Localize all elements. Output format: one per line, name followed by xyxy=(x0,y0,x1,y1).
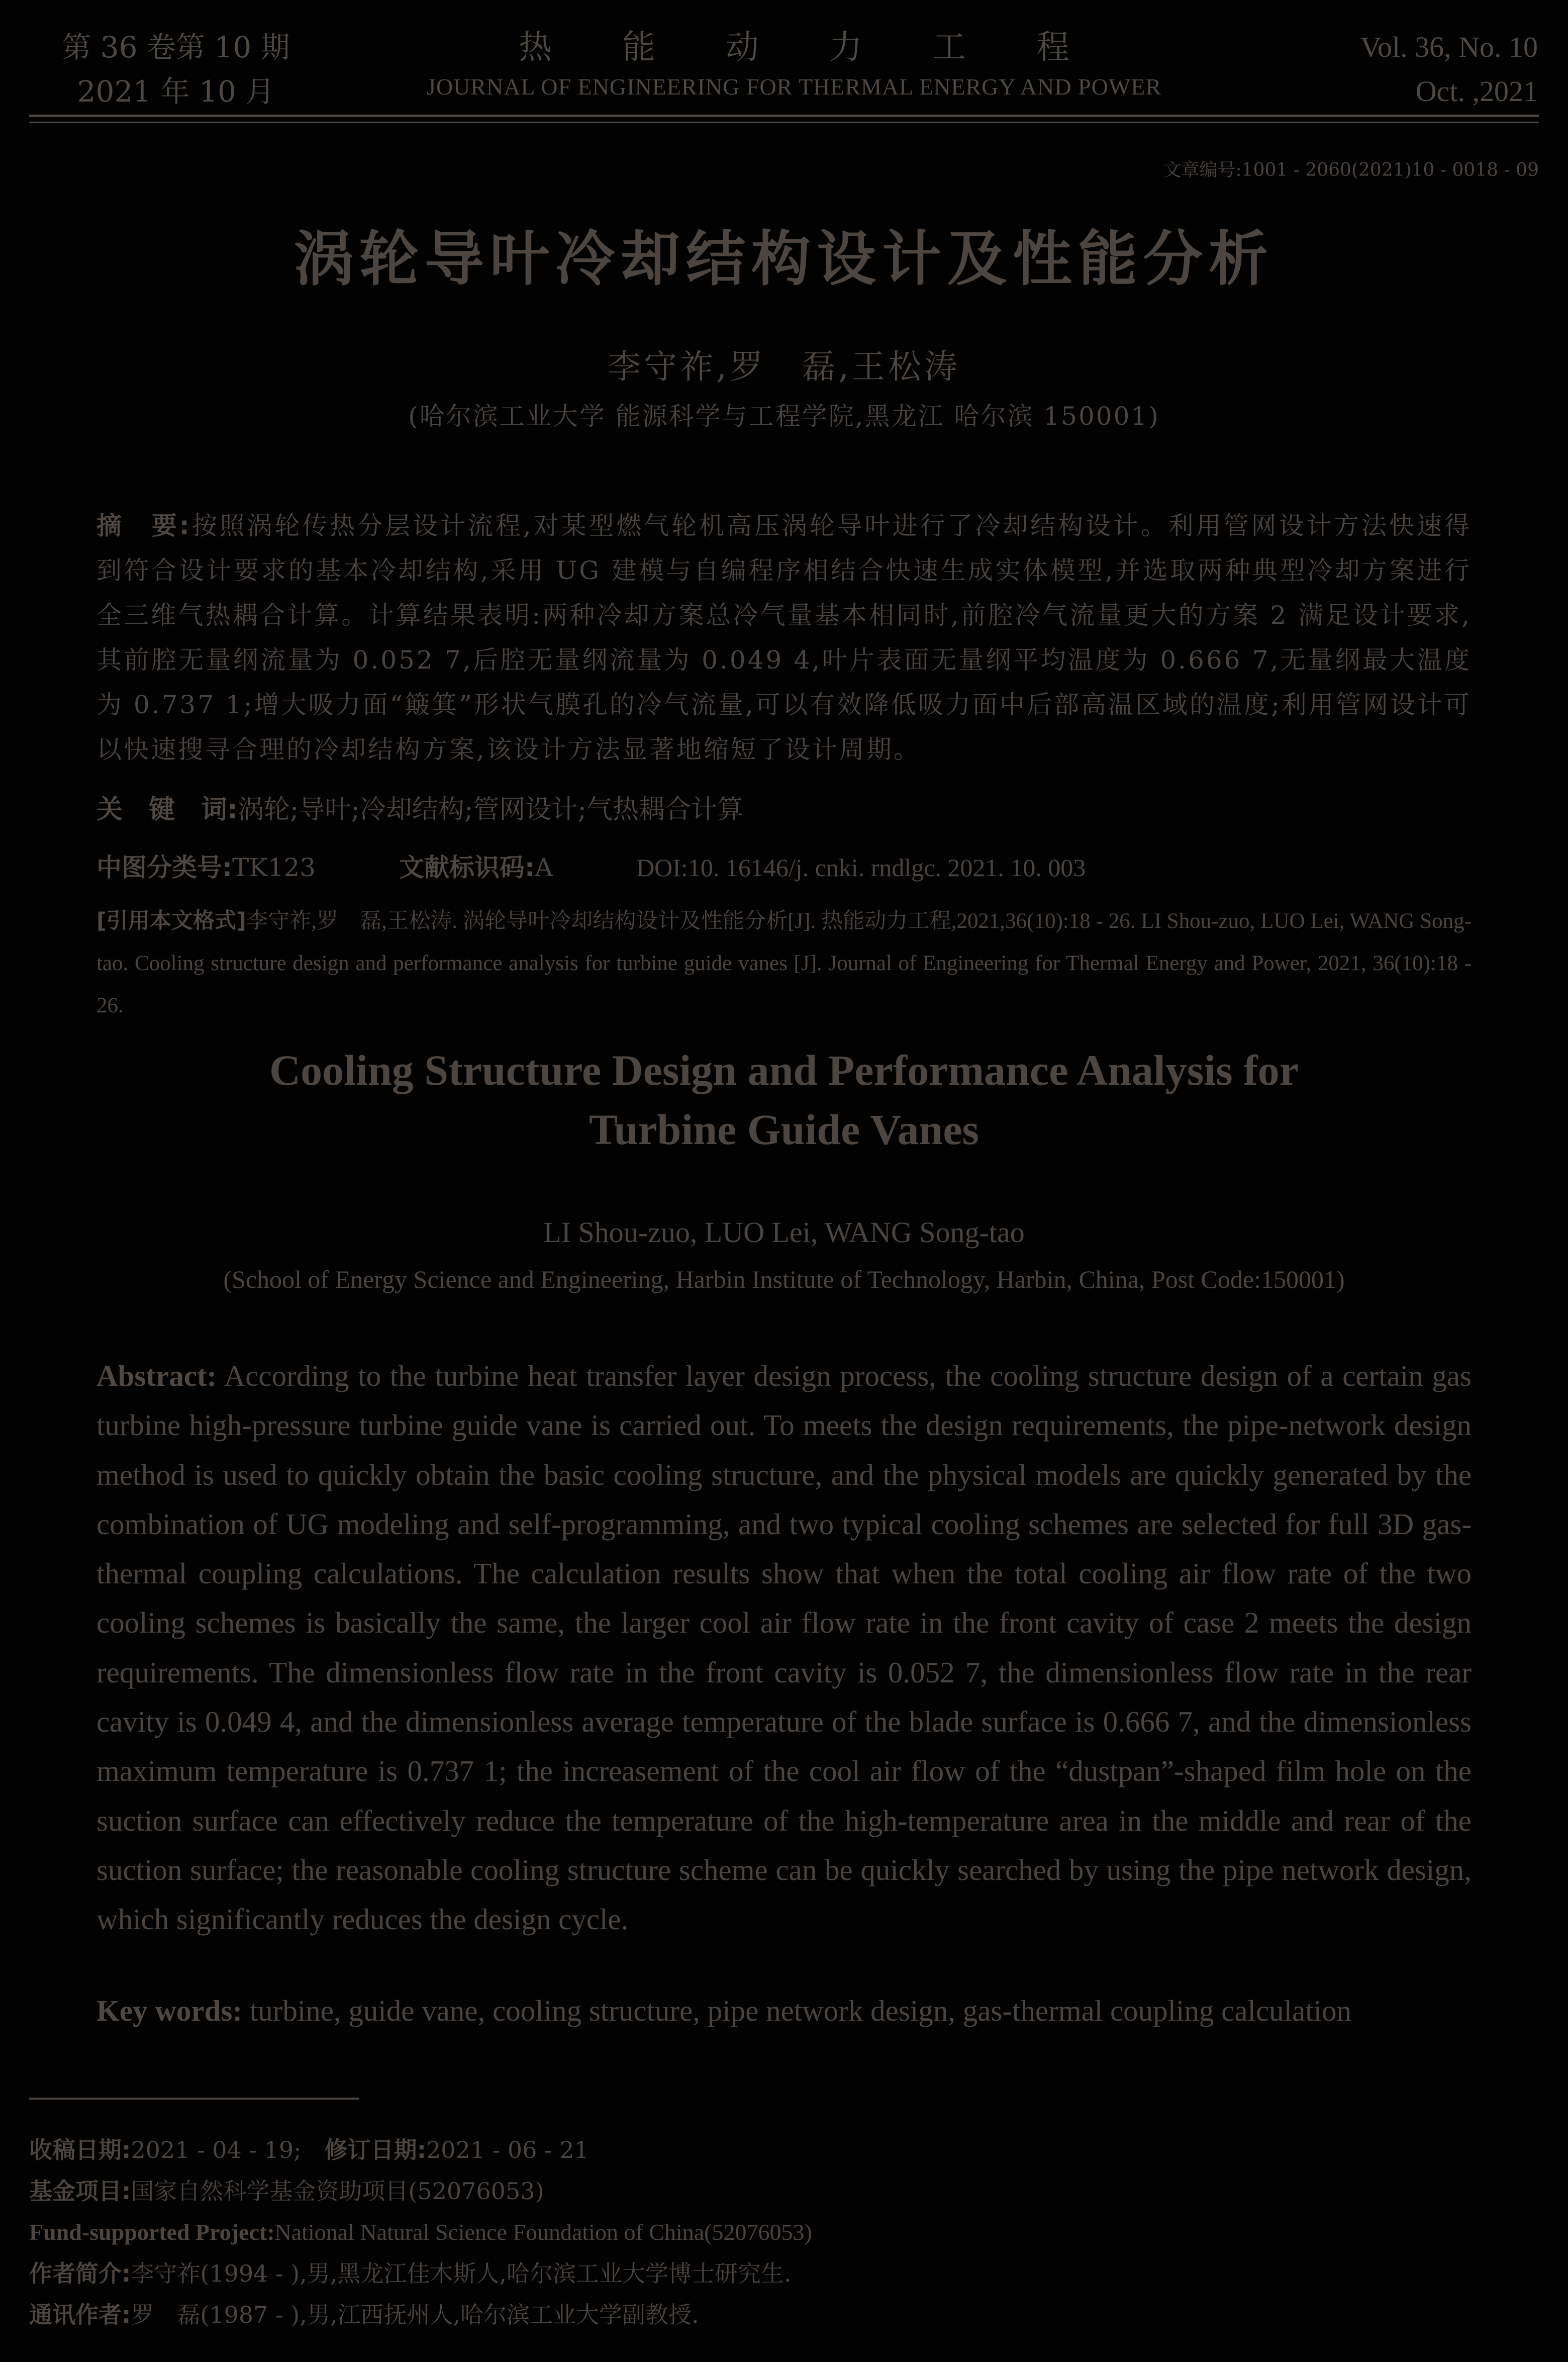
clc-label: 中图分类号: xyxy=(96,853,232,882)
footnote-corresponding-author xyxy=(29,2294,1537,2335)
header-issue-info-en xyxy=(1287,25,1538,114)
journal-title-en: JOURNAL OF ENGINEERING FOR THERMAL ENERGY AND POWER xyxy=(426,74,1162,100)
paper-title-cn: 涡轮导叶冷却结构设计及性能分析 xyxy=(293,224,1274,294)
doi: DOI:10. 16146/j. cnki. rndlgc. 2021. 10. 003 xyxy=(636,854,1086,882)
keywords-en xyxy=(96,1994,1472,2028)
citation-text: 李守祚,罗 磊,王松涛. 涡轮导叶冷却结构设计及性能分析[J]. 热能动力工程,2021,36(10):18 - 26. LI Shou-zuo, LUO Lei, WANG Song-tao. Cooling structure design and performance analysis for turbine guide vanes [J]. Journal of Engineering for Thermal Energy and Power, 2021, 36(10):18 - 26. xyxy=(96,909,1472,1017)
footnote-author-bio xyxy=(29,2253,1537,2294)
fund-en-text: National Natural Science Foundation of China(52076053) xyxy=(274,2219,812,2245)
footnote-dates xyxy=(29,2129,1537,2170)
citation-format xyxy=(96,900,1472,1027)
authors-cn: 李守祚,罗 磊,王松涛 xyxy=(608,347,960,386)
received-date-label: 收稿日期: xyxy=(29,2136,131,2163)
received-date: 2021 - 04 - 19; xyxy=(131,2136,325,2163)
classification-line xyxy=(96,847,1472,884)
abstract-cn-text: 按照涡轮传热分层设计流程,对某型燃气轮机高压涡轮导叶进行了冷却结构设计。利用管网设计方法快速得到符合设计要求的基本冷却结构,采用 UG 建模与自编程序相结合快速生成实体模型,并选取两种典型冷却方案进行全三维气热耦合计算。计算结果表明:两种冷却方案总冷气量基本相同时,前腔冷气流量更大的方案 2 满足设计要求,其前腔无量纲流量为 0.052 7,后腔无量纲流量为 0.049 4,叶片表面无量纲平均温度为 0.666 7,无量纲最大温度为 0.737 1;增大吸力面“簸箕”形状气膜孔的冷气流量,可以有效降低吸力面中后部高温区域的温度;利用管网设计可以快速搜寻合理的冷却结构方案,该设计方法显著地缩短了设计周期。 xyxy=(96,511,1472,764)
revised-date-label: 修订日期: xyxy=(324,2136,427,2163)
footnote-fund-cn xyxy=(29,2170,1537,2212)
affiliation-en: (School of Energy Science and Engineering, Harbin Institute of Technology, Harbin, China, Post Code:150001) xyxy=(223,1265,1345,1293)
citation-label: [引用本文格式] xyxy=(96,908,246,933)
keywords-cn-text: 涡轮;导叶;冷却结构;管网设计;气热耦合计算 xyxy=(237,795,743,825)
affiliation-cn: (哈尔滨工业大学 能源科学与工程学院,黑龙江 哈尔滨 150001) xyxy=(408,402,1160,431)
author-bio-label: 作者简介: xyxy=(29,2260,131,2287)
author-bio-text: 李守祚(1994 - ),男,黑龙江佳木斯人,哈尔滨工业大学博士研究生. xyxy=(131,2260,792,2287)
abstract-en-text: According to the turbine heat transfer layer design process, the cooling structure design of a certain gas turbine high-pressure turbine guide vane is carried out. To meets the design requirements, the pipe-network design method is used to quickly obtain the basic cooling structure, and the physical models are quickly generated by the combination of UG modeling and self-programming, and two typical cooling schemes are selected for full 3D gas-thermal coupling calculations. The calculation results show that when the total cooling air flow rate of the two cooling schemes is basically the same, the larger cool air flow rate in the front cavity of case 2 meets the design requirements. The dimensionless flow rate in the front cavity is 0.052 7, the dimensionless flow rate in the rear cavity is 0.049 4, and the dimensionless average temperature of the blade surface is 0.666 7, and the dimensionless maximum temperature is 0.737 1; the increasement of the cool air flow of the “dustpan”-shaped film hole on the suction surface can effectively reduce the temperature of the high-temperature area in the middle and rear of the suction surface; the reasonable cooling structure scheme can be quickly searched by using the pipe network design, which significantly reduces the design cycle. xyxy=(96,1359,1472,1936)
footnote-rule xyxy=(29,2098,359,2100)
footnote-fund-en xyxy=(29,2212,1537,2253)
abstract-cn xyxy=(96,504,1472,772)
clc-value: TK123 xyxy=(232,853,316,882)
fund-cn-text: 国家自然科学基金资助项目(52076053) xyxy=(131,2178,544,2205)
corresponding-author-text: 罗 磊(1987 - ),男,江西抚州人,哈尔滨工业大学副教授. xyxy=(131,2301,699,2328)
keywords-en-label: Key words: xyxy=(96,1994,243,2027)
header-journal xyxy=(347,25,1241,105)
article-number: 文章编号:1001 - 2060(2021)10 - 0018 - 09 xyxy=(1163,160,1539,180)
keywords-cn xyxy=(96,788,743,826)
paper-title-en-line2: Turbine Guide Vanes xyxy=(589,1105,979,1154)
revised-date: 2021 - 06 - 21 xyxy=(426,2136,589,2163)
header-volume-cn: 第 36 卷第 10 期 xyxy=(62,30,290,64)
header-issue-info xyxy=(50,25,302,114)
header-date-cn: 2021 年 10 月 xyxy=(77,74,275,109)
authors-en: LI Shou-zuo, LUO Lei, WANG Song-tao xyxy=(543,1216,1025,1249)
doc-code-label: 文献标识码: xyxy=(399,853,535,882)
paper-title-en-line1: Cooling Structure Design and Performance Analysis for xyxy=(269,1046,1299,1094)
header-volume-en: Vol. 36, No. 10 xyxy=(1360,31,1538,63)
paper-title-en xyxy=(0,1041,1568,1159)
abstract-cn-label: 摘 要: xyxy=(96,511,191,540)
footnotes xyxy=(29,2129,1537,2335)
corresponding-author-label: 通讯作者: xyxy=(29,2301,131,2328)
header-rule-top xyxy=(29,115,1539,117)
abstract-en-label: Abstract: xyxy=(96,1359,217,1392)
keywords-cn-label: 关 键 词: xyxy=(96,795,238,825)
abstract-en xyxy=(96,1351,1472,1944)
keywords-en-text: turbine, guide vane, cooling structure, pipe network design, gas-thermal coupling calculation xyxy=(249,1994,1351,2027)
doc-code-value: A xyxy=(535,853,553,882)
fund-cn-label: 基金项目: xyxy=(29,2178,131,2205)
fund-en-label: Fund-supported Project: xyxy=(29,2219,275,2245)
header-rule-bottom xyxy=(29,122,1539,123)
header-date-en: Oct. ,2021 xyxy=(1415,75,1538,108)
journal-title-cn: 热能动力工程 xyxy=(519,28,1140,66)
